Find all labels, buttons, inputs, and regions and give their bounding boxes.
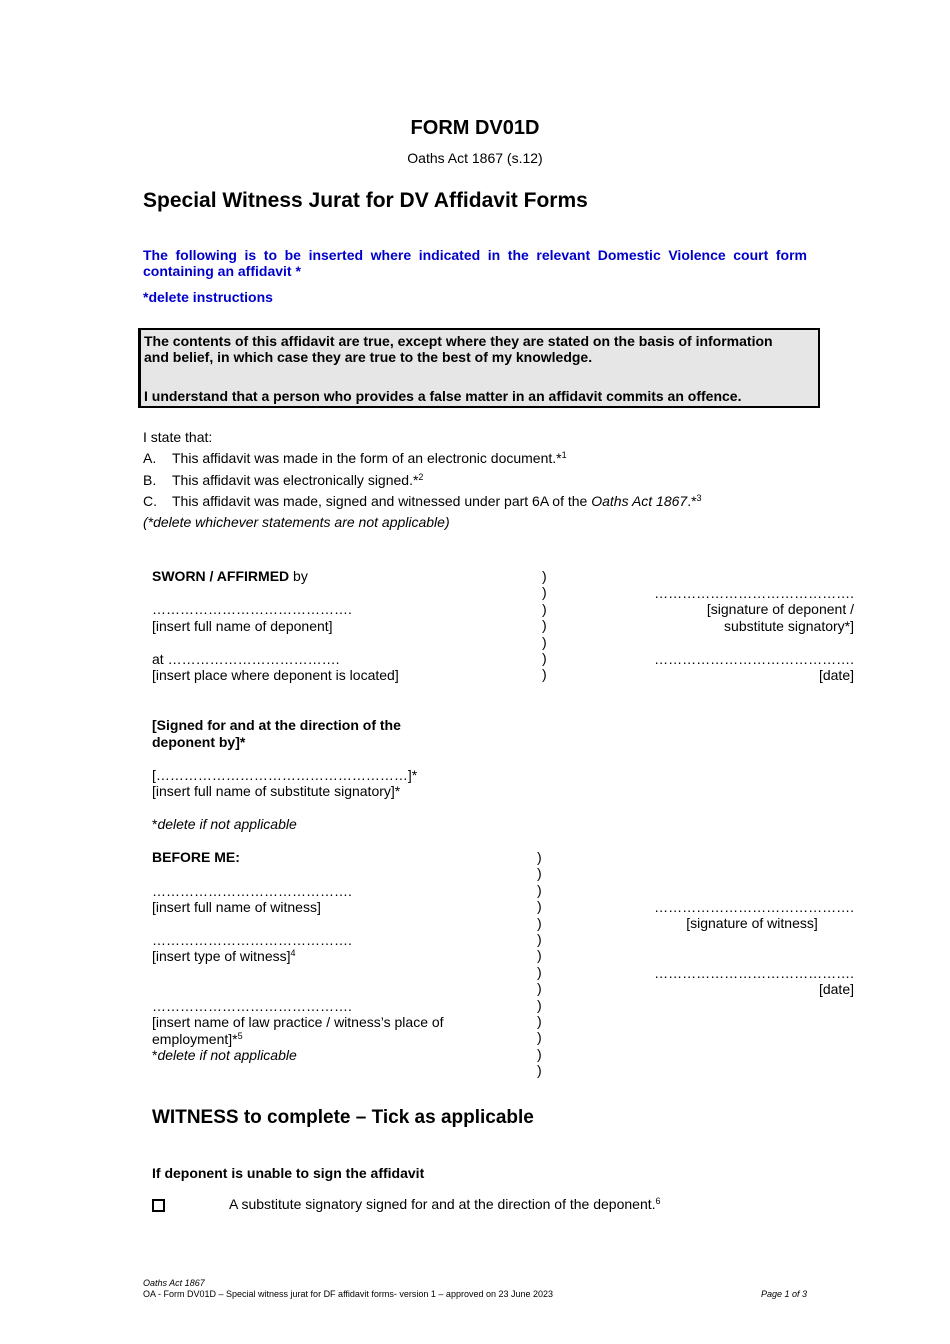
statements-footnote: (*delete whichever statements are not applicable) [143, 514, 450, 530]
deponent-signature-line: ……………………………………. [654, 585, 854, 601]
witness-name-line: ……………………………………. [152, 883, 352, 899]
deponent-date-line: ……………………………………. [654, 651, 854, 667]
witness-section-subheading: If deponent is unable to sign the affidavit [152, 1165, 425, 1181]
footer-act: Oaths Act 1867 [143, 1278, 205, 1288]
substitute-delete-note: *delete if not applicable [152, 816, 297, 832]
statement-b: This affidavit was electronically signed.*$^2$ [172, 472, 424, 488]
witness-signature-caption: [signature of witness] [686, 915, 818, 931]
sworn-label: SWORN / AFFIRMED by [152, 568, 308, 584]
main-title: Special Witness Jurat for DV Affidavit Forms [143, 189, 588, 212]
statement-a: This affidavit was made in the form of an electronic document.*$^1$ [172, 450, 567, 466]
footer-doc-line: OA - Form DV01D – Special witness jurat for DF affidavit forms- version 1 – approved on 23 June 2023 [143, 1289, 554, 1299]
witness-section-heading: WITNESS to complete – Tick as applicable [152, 1107, 534, 1128]
witness-date-line: ……………………………………. [654, 965, 854, 981]
form-title: FORM DV01D [410, 117, 540, 139]
instruction-line-1: The following is to be inserted where indicated in the relevant Domestic Violence court form [143, 247, 807, 263]
delete-instructions-note: *delete instructions [143, 289, 273, 305]
deponent-signature-caption-1: [signature of deponent / [706, 601, 854, 617]
witness-date-caption: [date] [818, 981, 854, 997]
statement-b-letter: B. [143, 472, 157, 488]
deponent-name-line: ……………………………………. [152, 601, 352, 617]
substitute-heading-1: [Signed for and at the direction of the [152, 717, 401, 733]
instruction-line-2: containing an affidavit * [143, 263, 301, 279]
deponent-place-line: at ………………………………. [152, 651, 340, 667]
deponent-name-caption: [insert full name of deponent] [152, 618, 333, 634]
substitute-heading-2: deponent by]* [152, 734, 246, 750]
deponent-date-caption: [date] [818, 667, 854, 683]
truth-statement-line-2: and belief, in which case they are true to the best of my knowledge. [144, 349, 593, 365]
witness-type-caption: [insert type of witness]$^4$ [152, 948, 296, 964]
act-reference: Oaths Act 1867 (s.12) [407, 150, 543, 166]
before-me-heading: BEFORE ME: [152, 849, 240, 865]
substitute-name-line: [………………………………………………]* [152, 767, 418, 783]
statement-a-letter: A. [143, 450, 157, 466]
practice-line: ……………………………………. [152, 998, 352, 1014]
paren-column-sworn: ) ) ) ) ) ) ) [542, 568, 547, 683]
deponent-place-caption: [insert place where deponent is located] [152, 667, 399, 683]
substitute-name-caption: [insert full name of substitute signatory]* [152, 783, 401, 799]
paren-column-witness: ) ) ) ) ) ) ) ) ) ) ) ) ) ) [537, 849, 542, 1079]
witness-delete-note: *delete if not applicable [152, 1047, 297, 1063]
witness-signature-line: ……………………………………. [654, 899, 854, 915]
truth-statement-box [138, 328, 820, 408]
footer-page-number: Page 1 of 3 [760, 1289, 807, 1299]
practice-caption-2: employment]*$^5$ [152, 1031, 243, 1047]
statement-c-letter: C. [143, 493, 157, 509]
witness-type-line: ……………………………………. [152, 932, 352, 948]
substitute-signatory-checkbox[interactable] [152, 1199, 165, 1212]
witness-name-caption: [insert full name of witness] [152, 899, 321, 915]
statements-intro: I state that: [143, 429, 213, 445]
substitute-signatory-option: A substitute signatory signed for and at the direction of the deponent.$^6$ [229, 1196, 661, 1212]
deponent-signature-caption-2: substitute signatory*] [724, 618, 854, 634]
truth-statement-line-1: The contents of this affidavit are true, except where they are stated on the basis of information [144, 333, 773, 349]
practice-caption-1: [insert name of law practice / witness’s place of [152, 1014, 444, 1030]
statement-c: This affidavit was made, signed and witnessed under part 6A of the Oaths Act 1867.*$^3$ [172, 493, 702, 509]
offence-statement: I understand that a person who provides a false matter in an affidavit commits an offence. [144, 388, 742, 404]
